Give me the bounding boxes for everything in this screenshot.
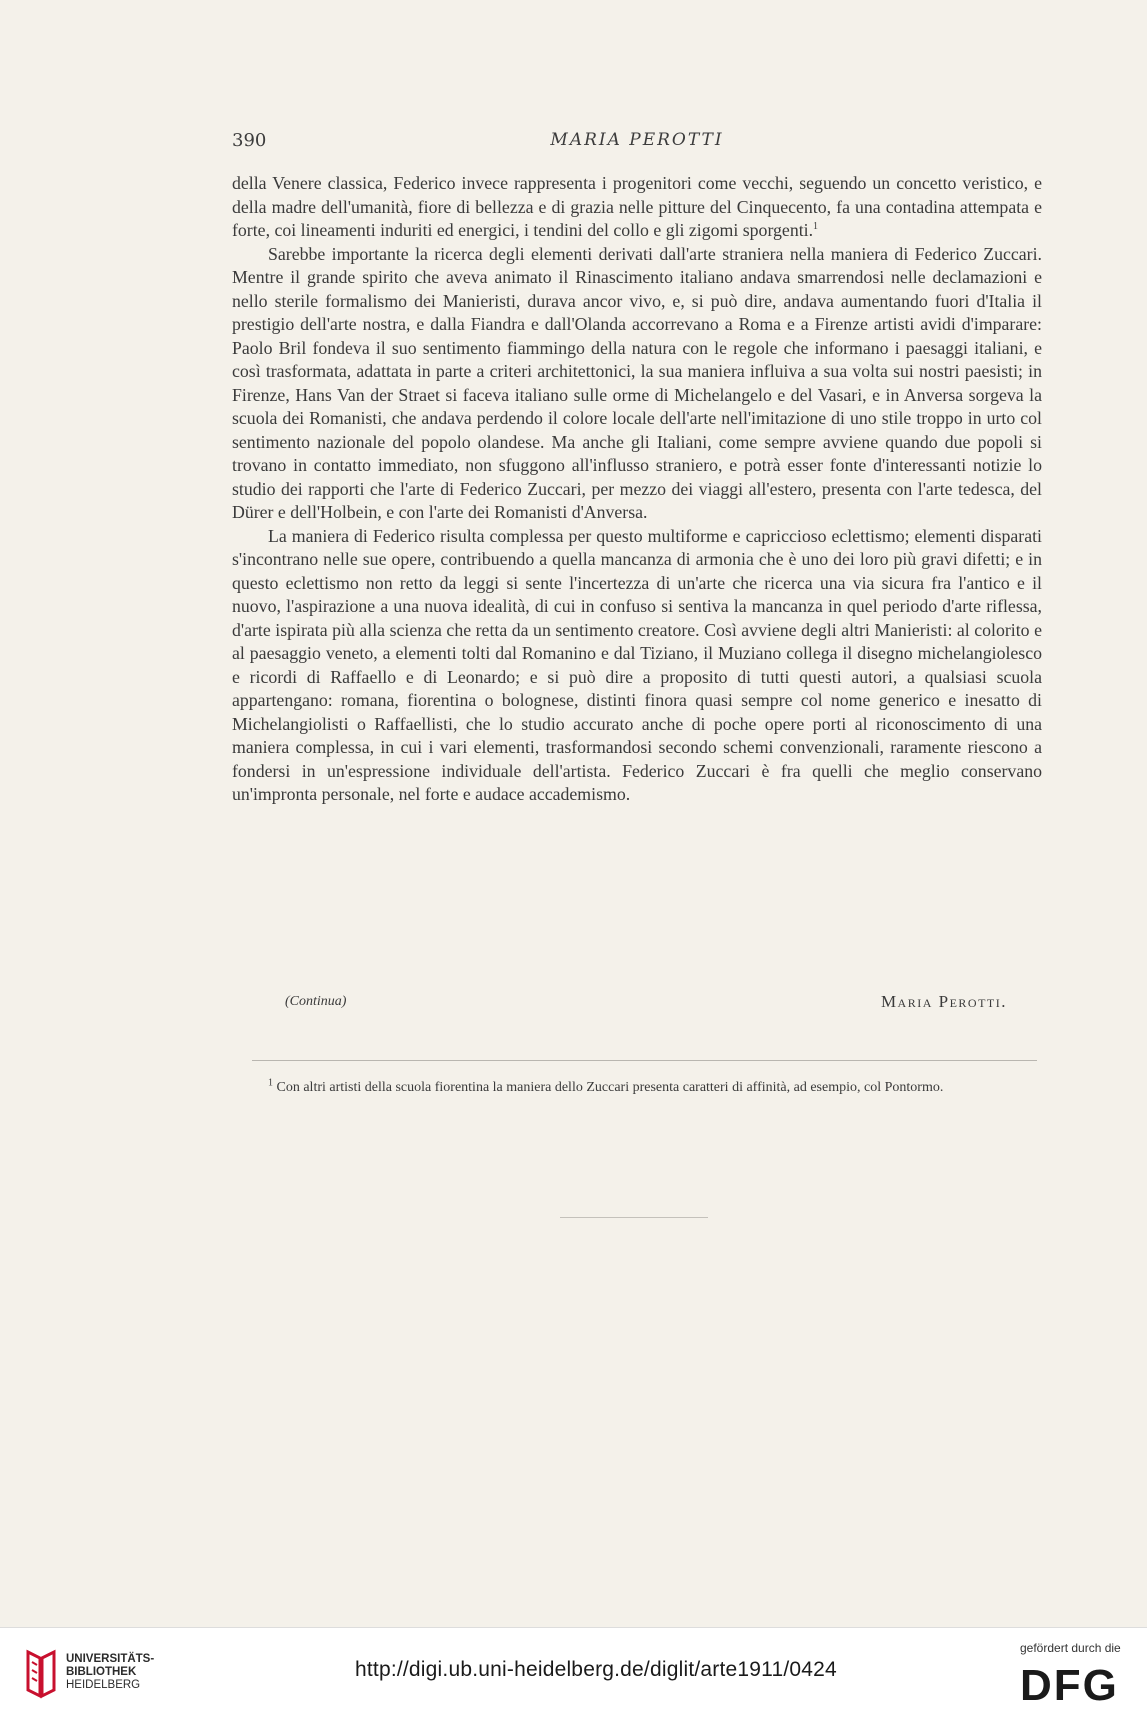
funding-label: gefördert durch die: [1020, 1641, 1121, 1655]
footnote-reference[interactable]: 1: [813, 221, 819, 233]
continua-note: (Continua): [285, 994, 347, 1009]
library-name: UNIVERSITÄTS- BIBLIOTHEK HEIDELBERG: [66, 1653, 155, 1691]
end-divider: [560, 1217, 708, 1218]
paragraph-1-text: della Venere classica, Federico invece rappresenta i progenitori come vecchi, seguendo un concetto veristico, e della madre dell'umanità, fiore di bellezza e di grazia nelle pitture del Cinquecento, fa una contadina attempata e forte, coi lineamenti induriti ed energici, i tendini del collo e gli zigomi sporgenti.: [232, 173, 1042, 240]
body-text: [232, 172, 1042, 807]
footnote-text: Con altri artisti della scuola fiorentina la maniera dello Zuccari presenta caratteri di affinità, ad esempio, col Pontormo.: [276, 1080, 944, 1095]
running-title: MARIA PEROTTI: [550, 130, 724, 150]
viewer-footer: [0, 1627, 1147, 1716]
paragraph-3: La maniera di Federico risulta complessa per questo multiforme e capriccioso eclettismo; elementi disparati s'incontrano nelle sue opere, contribuendo a quella mancanza di armonia che è uno dei loro più gravi difetti; e in questo eclettismo non retto da leggi si sente l'incertezza di un'arte che ricerca una via sicura fra l'antico e il nuovo, l'aspirazione a una nuova idealità, di cui in confuso si sentiva la mancanza in quel periodo d'arte riflessa, d'arte ispirata più alla scienza che retta da un sentimento creatore. Così avviene degli altri Manieristi: al colorito e al paesaggio veneto, a elementi tolti dal Romanino e dal Tiziano, il Muziano collega il disegno michelangiolesco e ricordi di Raffaello e di Leonardo; e si può dire a proposito di tutti questi autori, a qualsiasi scuola appartengano: romana, fiorentina o bolognese, distinti finora quasi sempre col nome generico e inesatto di Michelangiolisti o Raffaellisti, che lo studio accurato anche di poche opere porti al riconoscimento di una maniera complessa, in cui i vari elementi, trasformandosi secondo schemi convenzionali, raramente riescono a fondersi in un'espressione individuale dell'artista. Federico Zuccari è fra quelli che meglio conservano un'impronta personale, nel forte e audace accademismo.: [232, 525, 1042, 804]
paragraph-1: [232, 172, 1042, 243]
author-signature: Maria Perotti.: [880, 992, 1007, 1011]
dfg-logo-icon[interactable]: [1020, 1658, 1130, 1706]
footnote-marker: 1: [268, 1077, 273, 1089]
footnote-divider: [252, 1060, 1037, 1061]
signoff: [285, 992, 1007, 1016]
footnote: [232, 1077, 1042, 1099]
permalink-url[interactable]: http://digi.ub.uni-heidelberg.de/diglit/arte1911/0424: [355, 1658, 837, 1681]
university-library-logo-icon[interactable]: [24, 1648, 58, 1700]
paragraph-2: Sarebbe importante la ricerca degli elementi derivati dall'arte straniera nella maniera di Federico Zuccari. Mentre il grande spirito che aveva animato il Rinascimento italiano andava smarrendosi nelle declamazioni e nello sterile formalismo dei Manieristi, durava ancor vivo, e, si può dire, andava aumentando fuori d'Italia il prestigio dell'arte nostra, e dalla Fiandra e dall'Olanda accorrevano a Roma e a Firenze artisti avidi d'imparare: Paolo Bril fondeva il suo sentimento fiammingo della natura con le regole che informano i paesaggi italiani, e così trasformata, adattata in parte a criteri architettonici, la sua maniera influiva a sua volta sui nostri paesisti; in Firenze, Hans Van der Straet si faceva italiano sulle orme di Michelangelo e del Vasari, e in Anversa sorgeva la scuola dei Romanisti, che andava perdendo il colore locale dell'arte nell'imitazione di uno stile troppo in urto col sentimento nazionale del popolo olandese. Ma anche gli Italiani, come sempre avviene quando due popoli si trovano in contatto immediato, non sfuggono all'influsso straniero, e potrà esser fonte d'interessanti notizie lo studio dei rapporti che l'arte di Federico Zuccari, per mezzo dei viaggi all'estero, presenta con l'arte tedesca, del Dürer e dell'Holbein, e con l'arte dei Romanisti d'Anversa.: [232, 243, 1042, 522]
running-head: [232, 130, 1042, 154]
svg-text:DFG: DFG: [1020, 1661, 1119, 1706]
page-number: 390: [232, 130, 267, 151]
